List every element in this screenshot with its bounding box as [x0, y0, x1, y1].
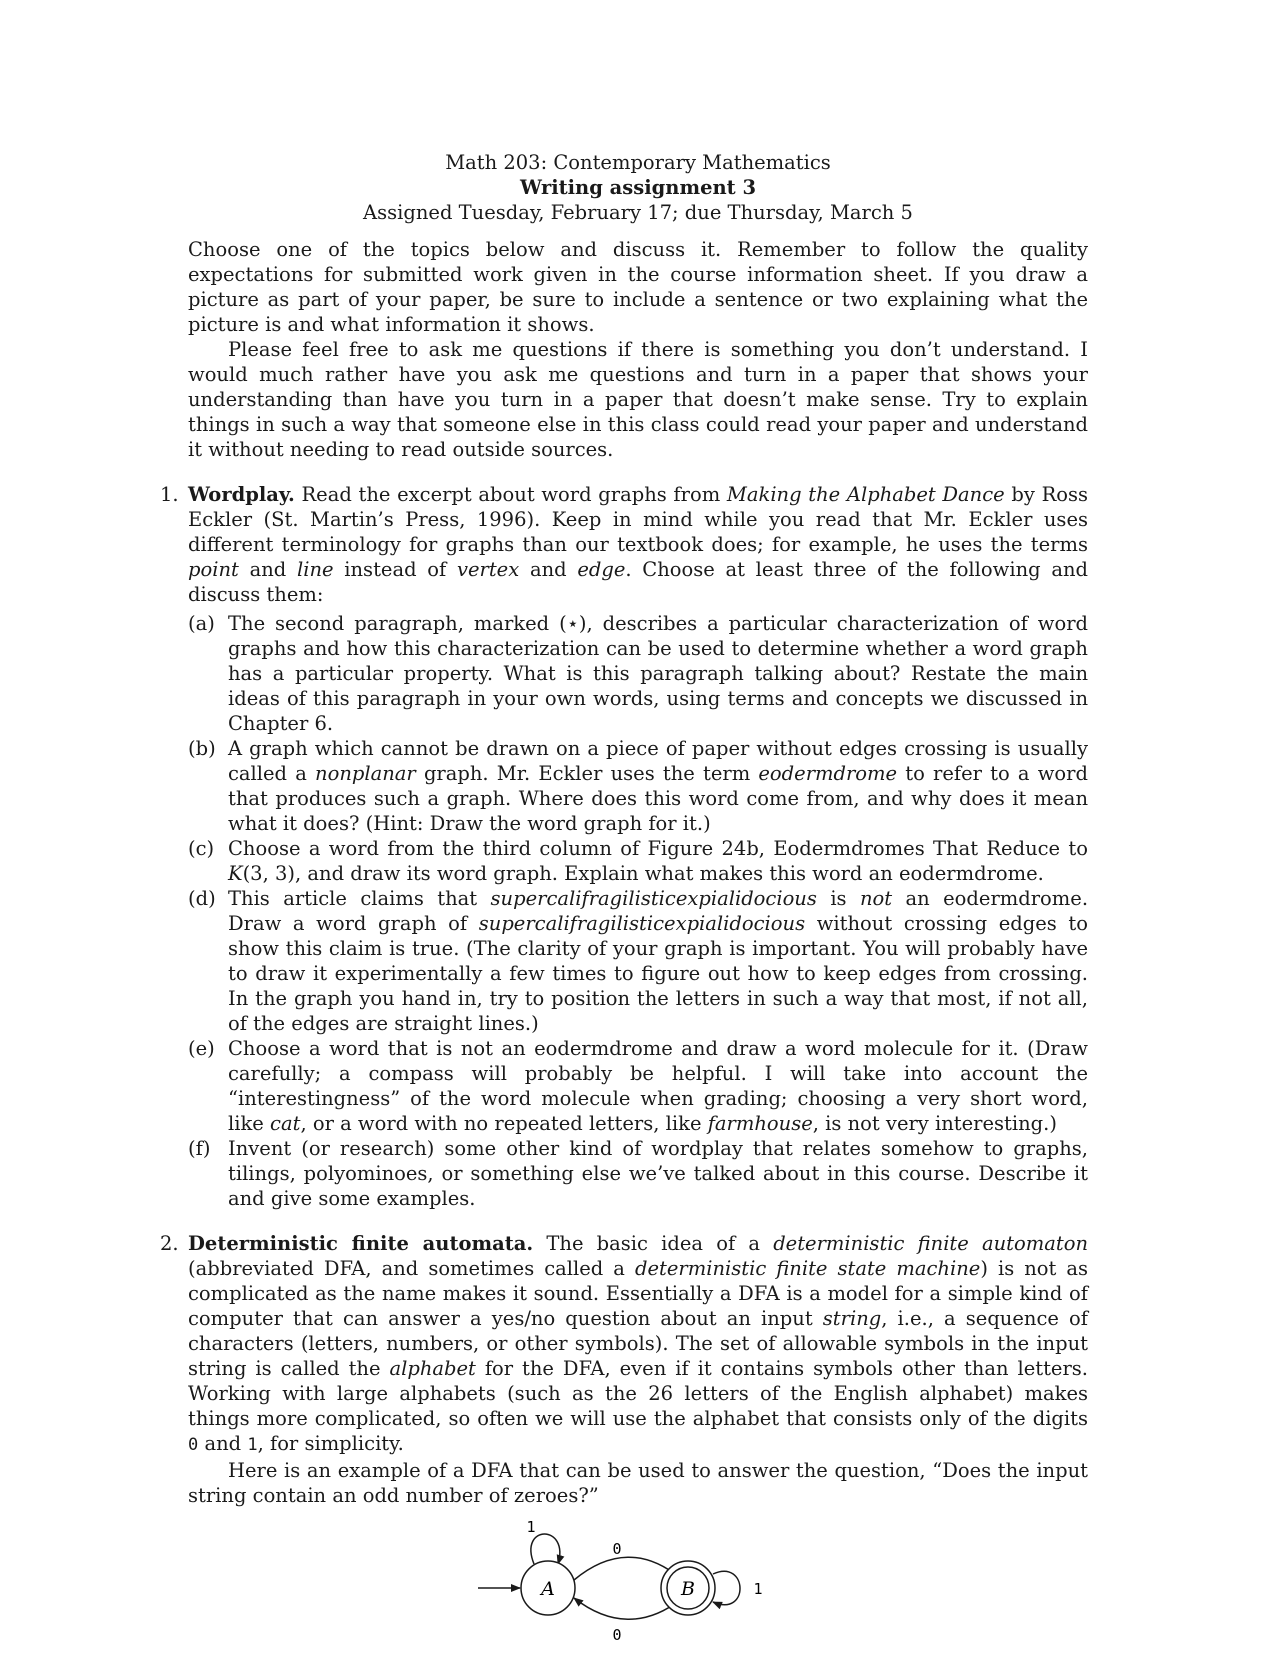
topic-1-text: Read the excerpt about word graphs from [301, 483, 721, 506]
term-nonplanar: nonplanar [315, 762, 416, 785]
topic-2-text: and [204, 1432, 242, 1455]
term-alphabet: alphabet [389, 1357, 476, 1380]
item-label: (b) [188, 737, 216, 760]
topic-1-items [188, 611, 1088, 1211]
item-label: (e) [188, 1037, 215, 1060]
item-text: Choose a word from the third column of Figure 24b, Eodermdromes That Reduce to [228, 837, 1088, 860]
list-item-e [188, 1036, 1088, 1136]
topic-2-intro [188, 1231, 1088, 1458]
list-item-d [188, 886, 1088, 1036]
topic-2-title: Deterministic finite automata. [188, 1232, 534, 1255]
item-text: graph. Mr. Eckler uses the term [423, 762, 751, 785]
book-title: Making the Alphabet Dance [726, 483, 1005, 506]
topic-1-number: 1. [160, 483, 179, 506]
topic-2-dfa [160, 1231, 1089, 1658]
list-item-a [188, 611, 1088, 736]
topic-1-text: . Choose at least three of the following and discuss them: [188, 558, 1088, 606]
item-text: and draw its word graph. Explain what makes this word an eodermdrome. [307, 862, 1044, 885]
item-text: is [830, 887, 847, 910]
state-a-label: A [541, 1578, 555, 1600]
topic-2-text: (abbreviated DFA, and sometimes called a [188, 1257, 625, 1280]
assignment-dates: Assigned Tuesday, February 17; due Thursday, March 5 [363, 201, 913, 224]
intro-paragraph-2: Please feel free to ask me questions if there is something you don’t understand. I would much rather have you ask me questions and turn in a paper that shows your understanding than have you turn in a paper that doesn’t make sense. Try to explain things in such a way that someone else in this class could read your paper and understand it without needing to read outside sources. [188, 338, 1088, 461]
topic-1-text: by Ross Eckler (St. Martin’s Press, 1996). Keep in mind while you read that Mr. Eckler uses different terminology for graphs than our textbook does; for example, he uses the terms [188, 483, 1089, 556]
topic-1-intro [188, 482, 1088, 607]
item-text: an eodermdrome. Draw a word graph of [228, 887, 1089, 935]
term-eodermdrome: eodermdrome [758, 762, 898, 785]
item-text: , or a word with no repeated letters, like [300, 1112, 702, 1135]
term-farmhouse: farmhouse [707, 1112, 813, 1135]
list-item-c [188, 836, 1088, 886]
document-header [188, 150, 1088, 225]
digit-zero: 0 [188, 1435, 199, 1455]
emphasis-not: not [859, 887, 893, 910]
topic-1-text: instead of [344, 558, 447, 581]
topic-2-text: , for simplicity. [257, 1432, 404, 1455]
intro-paragraph-1: Choose one of the topics below and discuss it. Remember to follow the quality expectations for submitted work given in the course information sheet. If you draw a picture as part of your paper, be sure to include a sentence or two explaining what the picture is and what information it shows. [188, 238, 1088, 336]
topic-2-paragraph-2: Here is an example of a DFA that can be used to answer the question, “Does the input string contain an odd number of zeroes?” [188, 1459, 1088, 1507]
loop-b-edge [713, 1571, 740, 1604]
item-text: to refer to a word that produces such a graph. Where does this word come from, and why does it mean what it does? (Hint: Draw the word graph for it.) [228, 762, 1088, 835]
term-supercalifragilistic: supercalifragilisticexpialidocious [490, 887, 817, 910]
loop-a-label: 1 [526, 1518, 536, 1536]
term-dfsm: deterministic finite state machine [635, 1257, 981, 1280]
topic-1-text: and [529, 558, 567, 581]
item-text: This article claims that [228, 887, 478, 910]
term-dfa: deterministic finite automaton [773, 1232, 1089, 1255]
loop-a-edge [531, 1534, 560, 1564]
item-label: (c) [188, 837, 215, 860]
term-cat: cat [270, 1112, 301, 1135]
item-text: Choose a word that is not an eodermdrome and draw a word molecule for it. (Draw carefully; a compass will probably be helpful. I will take into account the “interestingness” of the word molecule when grading; choosing a very short word, like [228, 1037, 1088, 1135]
edge-b-to-a-label: 0 [612, 1626, 622, 1644]
list-item-f [188, 1136, 1088, 1211]
item-text: , is not very interesting.) [812, 1112, 1057, 1135]
item-label: (a) [188, 612, 215, 635]
topic-2-text: The basic idea of a [546, 1232, 760, 1255]
topic-2-text: for the DFA, even if it contains symbols other than letters. Working with large alphabets (such as the 26 letters of the English alphabet) makes things more complicated, so often we will use the alphabet that consists only of the digits [188, 1357, 1088, 1430]
topic-2-number: 2. [160, 1232, 179, 1255]
edge-a-to-b-label: 0 [612, 1540, 622, 1558]
topic-1-text: and [249, 558, 287, 581]
course-title: Math 203: Contemporary Mathematics [445, 151, 831, 174]
math-args: (3, 3), [242, 862, 302, 885]
item-text: A graph which cannot be drawn on a piece of paper without edges crossing is usually called a [228, 737, 1088, 785]
loop-b-label: 1 [753, 1580, 763, 1598]
topic-2-text: , i.e., a sequence of characters (letters, numbers, or other symbols). The set of allowable symbols in the input string is called the [188, 1307, 1088, 1380]
item-label: (d) [188, 887, 216, 910]
dfa-diagram [478, 1518, 798, 1658]
item-label: (f) [188, 1137, 211, 1160]
item-text: Invent (or research) some other kind of wordplay that relates somehow to graphs, tilings, polyominoes, or something else we’ve talked about in this course. Describe it and give some examples. [228, 1137, 1088, 1210]
assignment-title: Writing assignment 3 [519, 176, 757, 199]
topic-1-title: Wordplay. [188, 483, 295, 506]
term-edge: edge [577, 558, 626, 581]
item-text: without crossing edges to show this claim is true. (The clarity of your graph is important. You will probably have to draw it experimentally a few times to figure out how to keep edges from crossing. In the graph you hand in, try to position the letters in such a way that most, if not all, of the edges are straight lines.) [228, 912, 1088, 1035]
item-text: The second paragraph, marked (⋆), describes a particular characterization of word graphs and how this characterization can be used to determine whether a word graph has a particular property. What is this paragraph talking about? Restate the main ideas of this paragraph in your own words, using terms and concepts we discussed in Chapter 6. [228, 612, 1088, 735]
document-page [160, 150, 1089, 1658]
topic-2-text: ) is not as complicated as the name makes it sound. Essentially a DFA is a model for a simple kind of computer that can answer a yes/no question about an input [188, 1257, 1089, 1330]
topic-1-wordplay [160, 482, 1089, 1211]
term-supercalifragilistic: supercalifragilisticexpialidocious [478, 912, 806, 935]
term-string: string [822, 1307, 882, 1330]
math-k: K [228, 862, 243, 885]
term-point: point [188, 558, 239, 581]
list-item-b [188, 736, 1088, 836]
term-line: line [296, 558, 334, 581]
digit-one: 1 [247, 1435, 258, 1455]
term-vertex: vertex [456, 558, 520, 581]
state-b-label: B [681, 1578, 695, 1600]
